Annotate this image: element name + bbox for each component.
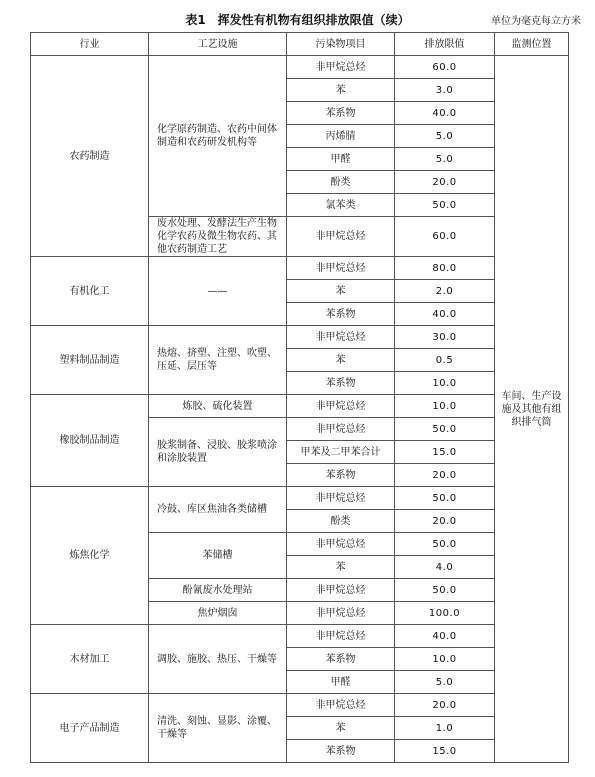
limit-cell: 50.0 bbox=[395, 579, 495, 602]
limit-cell: 50.0 bbox=[395, 487, 495, 510]
limit-cell: 20.0 bbox=[395, 171, 495, 194]
industry-cell: 电子产品制造 bbox=[31, 694, 149, 763]
pollutant-cell: 苯系物 bbox=[287, 372, 395, 395]
pollutant-cell: 非甲烷总烃 bbox=[287, 418, 395, 441]
process-cell: 热熔、挤塑、注塑、吹塑、压延、层压等 bbox=[149, 326, 287, 395]
limit-cell: 10.0 bbox=[395, 372, 495, 395]
pollutant-cell: 苯系物 bbox=[287, 303, 395, 326]
industry-cell: 橡胶制品制造 bbox=[31, 395, 149, 487]
process-cell: 废水处理、发酵法生产生物化学农药及微生物农药、其他农药制造工艺 bbox=[149, 217, 287, 257]
limit-cell: 20.0 bbox=[395, 464, 495, 487]
pollutant-cell: 苯系物 bbox=[287, 648, 395, 671]
limit-cell: 15.0 bbox=[395, 740, 495, 763]
pollutant-cell: 非甲烷总烃 bbox=[287, 694, 395, 717]
limit-cell: 5.0 bbox=[395, 148, 495, 171]
pollutant-cell: 甲苯及二甲苯合计 bbox=[287, 441, 395, 464]
table-row bbox=[31, 694, 569, 717]
industry-cell: 塑料制品制造 bbox=[31, 326, 149, 395]
process-cell: —— bbox=[149, 257, 287, 326]
pollutant-cell: 苯系物 bbox=[287, 102, 395, 125]
pollutant-cell: 非甲烷总烃 bbox=[287, 533, 395, 556]
monitoring-location-cell: 车间、生产设施及其他有组织排气筒 bbox=[495, 56, 569, 763]
process-cell: 化学原药制造、农药中间体制造和农药研发机构等 bbox=[149, 56, 287, 217]
pollutant-cell: 氯苯类 bbox=[287, 194, 395, 217]
limit-cell: 10.0 bbox=[395, 648, 495, 671]
pollutant-cell: 甲醛 bbox=[287, 671, 395, 694]
limit-cell: 50.0 bbox=[395, 533, 495, 556]
limit-cell: 1.0 bbox=[395, 717, 495, 740]
limit-cell: 50.0 bbox=[395, 418, 495, 441]
unit-note: 单位为毫克每立方米 bbox=[491, 16, 581, 27]
pollutant-cell: 非甲烷总烃 bbox=[287, 487, 395, 510]
pollutant-cell: 非甲烷总烃 bbox=[287, 56, 395, 79]
limit-cell: 20.0 bbox=[395, 694, 495, 717]
table-row bbox=[31, 487, 569, 510]
pollutant-cell: 甲醛 bbox=[287, 148, 395, 171]
table-title: 表1 挥发性有机物有组织排放限值（续） bbox=[185, 13, 410, 27]
limit-cell: 15.0 bbox=[395, 441, 495, 464]
limit-cell: 60.0 bbox=[395, 56, 495, 79]
table-row bbox=[31, 625, 569, 648]
process-cell: 酚氰废水处理站 bbox=[149, 579, 287, 602]
limit-cell: 40.0 bbox=[395, 102, 495, 125]
pollutant-cell: 苯 bbox=[287, 280, 395, 303]
pollutant-cell: 苯 bbox=[287, 556, 395, 579]
limit-cell: 2.0 bbox=[395, 280, 495, 303]
pollutant-cell: 苯 bbox=[287, 717, 395, 740]
process-cell: 焦炉烟囱 bbox=[149, 602, 287, 625]
industry-cell: 农药制造 bbox=[31, 56, 149, 257]
limit-cell: 30.0 bbox=[395, 326, 495, 349]
emission-limits-table bbox=[30, 32, 569, 763]
limit-cell: 80.0 bbox=[395, 257, 495, 280]
header-row bbox=[31, 33, 569, 56]
limit-cell: 100.0 bbox=[395, 602, 495, 625]
limit-cell: 10.0 bbox=[395, 395, 495, 418]
process-cell: 炼胶、硫化装置 bbox=[149, 395, 287, 418]
pollutant-cell: 非甲烷总烃 bbox=[287, 217, 395, 257]
pollutant-cell: 苯系物 bbox=[287, 740, 395, 763]
header-location: 监测位置 bbox=[495, 33, 569, 56]
process-cell: 清洗、刻蚀、显影、涂覆、干燥等 bbox=[149, 694, 287, 763]
header-process: 工艺设施 bbox=[149, 33, 287, 56]
industry-cell: 有机化工 bbox=[31, 257, 149, 326]
table-row bbox=[31, 395, 569, 418]
process-cell: 胶浆制备、浸胶、胶浆喷涂和涂胶装置 bbox=[149, 418, 287, 487]
limit-cell: 5.0 bbox=[395, 671, 495, 694]
process-cell: 冷鼓、库区焦油各类储槽 bbox=[149, 487, 287, 533]
pollutant-cell: 非甲烷总烃 bbox=[287, 395, 395, 418]
pollutant-cell: 酚类 bbox=[287, 510, 395, 533]
pollutant-cell: 非甲烷总烃 bbox=[287, 257, 395, 280]
limit-cell: 4.0 bbox=[395, 556, 495, 579]
limit-cell: 0.5 bbox=[395, 349, 495, 372]
pollutant-cell: 苯 bbox=[287, 349, 395, 372]
pollutant-cell: 非甲烷总烃 bbox=[287, 602, 395, 625]
limit-cell: 20.0 bbox=[395, 510, 495, 533]
process-cell: 调胶、施胶、热压、干燥等 bbox=[149, 625, 287, 694]
industry-cell: 木材加工 bbox=[31, 625, 149, 694]
table-row bbox=[31, 326, 569, 349]
industry-cell: 炼焦化学 bbox=[31, 487, 149, 625]
limit-cell: 40.0 bbox=[395, 625, 495, 648]
header-pollutant: 污染物项目 bbox=[287, 33, 395, 56]
table-row bbox=[31, 257, 569, 280]
header-limit: 排放限值 bbox=[395, 33, 495, 56]
limit-cell: 50.0 bbox=[395, 194, 495, 217]
table-body bbox=[31, 56, 569, 763]
limit-cell: 5.0 bbox=[395, 125, 495, 148]
limit-cell: 3.0 bbox=[395, 79, 495, 102]
pollutant-cell: 非甲烷总烃 bbox=[287, 625, 395, 648]
pollutant-cell: 非甲烷总烃 bbox=[287, 326, 395, 349]
pollutant-cell: 丙烯腈 bbox=[287, 125, 395, 148]
pollutant-cell: 苯系物 bbox=[287, 464, 395, 487]
table-row bbox=[31, 56, 569, 79]
pollutant-cell: 非甲烷总烃 bbox=[287, 579, 395, 602]
limit-cell: 60.0 bbox=[395, 217, 495, 257]
process-cell: 苯储槽 bbox=[149, 533, 287, 579]
limit-cell: 40.0 bbox=[395, 303, 495, 326]
pollutant-cell: 苯 bbox=[287, 79, 395, 102]
header-industry: 行业 bbox=[31, 33, 149, 56]
pollutant-cell: 酚类 bbox=[287, 171, 395, 194]
table-caption bbox=[0, 8, 595, 28]
